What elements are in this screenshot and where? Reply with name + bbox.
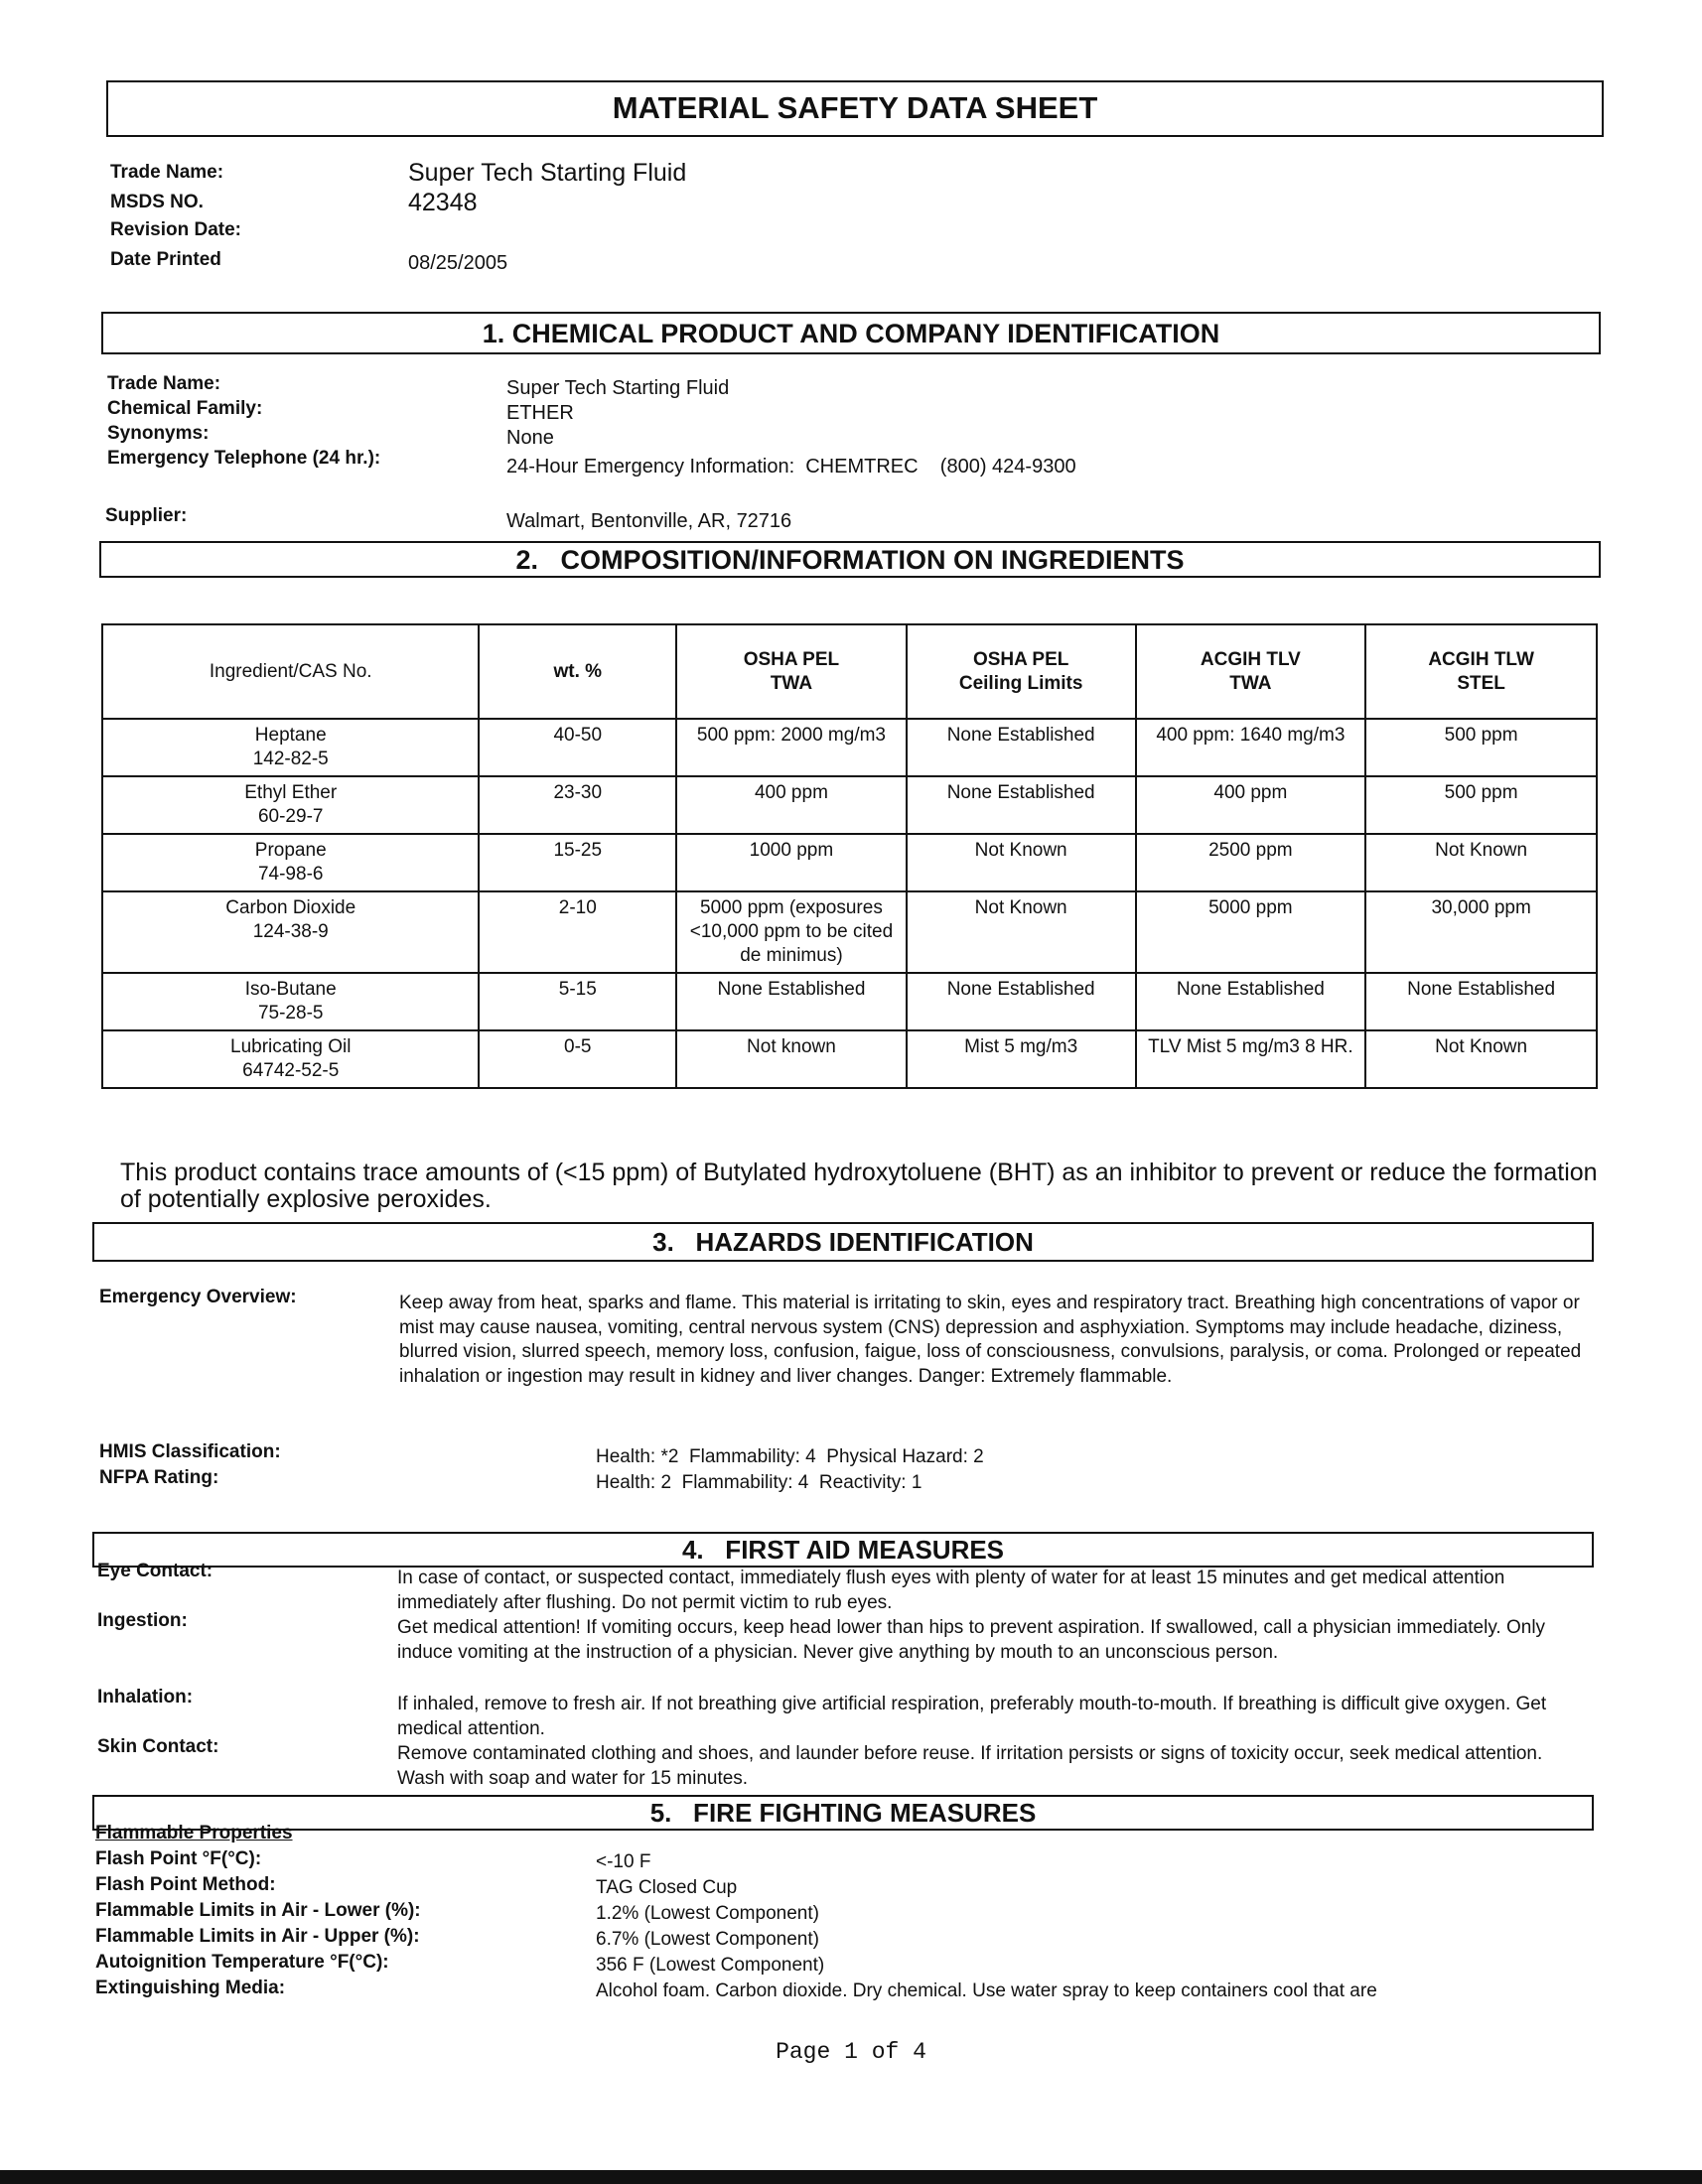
acgih-stel-cell: None Established [1365,973,1597,1030]
hmis-value: Health: *2 Flammability: 4 Physical Hazard: 2 [596,1446,984,1467]
osha-twa-cell: None Established [676,973,907,1030]
section-5-header: 5. FIRE FIGHTING MEASURES [92,1795,1594,1831]
ingredient-name: Lubricating Oil [230,1036,352,1057]
emergency-overview-label: Emergency Overview: [99,1287,297,1307]
ingredient-name: Propane [254,840,327,861]
table-header-row [102,624,1597,719]
wt-cell: 40-50 [479,719,676,776]
ingestion-text: Get medical attention! If vomiting occurs, keep head lower than hips to prevent aspiration. If swallowed, call a physician immediately. Only induce vomiting at the instruction of a physician. Never give anything by mouth to an unconscious person. [397,1617,1546,1663]
field-label: Emergency Telephone (24 hr.): [107,448,381,469]
skin-contact-text: Remove contaminated clothing and shoes, and launder before reuse. If irritation persists or signs of toxicity occur, seek medical attention. Wash with soap and water for 15 minutes. [397,1743,1543,1789]
revision-date-label: Revision Date: [110,219,241,240]
acgih-stel-cell: Not Known [1365,834,1597,891]
table-row [102,891,1597,973]
table-row [102,973,1597,1030]
table-row [102,834,1597,891]
page-number: Page 1 of 4 [776,2039,926,2065]
bht-note: This product contains trace amounts of (<15 ppm) of Butylated hydroxytoluene (BHT) as an inhibitor to prevent or reduce the formation of potentially explosive peroxides. [120,1159,1598,1213]
column-header: Ingredient/CAS No. [102,624,479,719]
wt-cell: 15-25 [479,834,676,891]
cas-number: 64742-52-5 [242,1060,340,1081]
date-printed-value: 08/25/2005 [408,252,508,274]
emergency-overview-text: Keep away from heat, sparks and flame. This material is irritating to skin, eyes and respiratory tract. Breathing high concentrations of vapor or mist may cause nausea, vomiting, central nervous system (CNS) depression and asphyxiation. Symptoms may include headache, diziness, blurred vision, slurred speech, memory loss, confusion, faigue, loss of consciousness, convulsions, paralysis, or coma. Prolonged or repeated inhalation or ingestion may result in kidney and liver changes. Danger: Extremely flammable. [399,1293,1582,1387]
osha-twa-cell: 5000 ppm (exposures <10,000 ppm to be cited de minimus) [676,891,907,973]
fire-property-value: <-10 F [596,1851,651,1872]
ingredient-cell [102,891,479,973]
acgih-twa-cell: 5000 ppm [1136,891,1366,973]
ingredient-cell [102,776,479,834]
ingredient-cell [102,719,479,776]
osha-ceiling-cell: None Established [907,973,1136,1030]
osha-ceiling-cell: None Established [907,776,1136,834]
wt-cell: 2-10 [479,891,676,973]
acgih-stel-cell: 500 ppm [1365,719,1597,776]
osha-twa-cell: 1000 ppm [676,834,907,891]
acgih-stel-cell: 500 ppm [1365,776,1597,834]
fire-property-value: 1.2% (Lowest Component) [596,1903,819,1924]
ingredient-cell [102,834,479,891]
osha-twa-cell: Not known [676,1030,907,1088]
cas-number: 75-28-5 [257,1003,324,1024]
fire-property-label: Flammable Limits in Air - Lower (%): [95,1900,421,1921]
acgih-twa-cell: 2500 ppm [1136,834,1366,891]
skin-contact-label: Skin Contact: [97,1736,219,1757]
table-row [102,719,1597,776]
acgih-stel-cell: 30,000 ppm [1365,891,1597,973]
field-value: ETHER [506,402,574,424]
osha-twa-cell: 400 ppm [676,776,907,834]
field-label: Trade Name: [107,373,221,394]
acgih-twa-cell: 400 ppm [1136,776,1366,834]
ingestion-label: Ingestion: [97,1610,188,1631]
nfpa-label: NFPA Rating: [99,1467,219,1488]
section-1-header: 1. CHEMICAL PRODUCT AND COMPANY IDENTIFICATION [101,312,1601,354]
ingredients-table [101,623,1598,1089]
flammable-properties-heading: Flammable Properties [95,1823,293,1843]
acgih-twa-cell: TLV Mist 5 mg/m3 8 HR. [1136,1030,1366,1088]
fire-property-value: Alcohol foam. Carbon dioxide. Dry chemical. Use water spray to keep containers cool that are [596,1980,1377,2001]
cas-number: 60-29-7 [257,806,324,827]
fire-property-label: Flammable Limits in Air - Upper (%): [95,1926,420,1947]
cas-number: 142-82-5 [252,749,329,769]
trade-name-label: Trade Name: [110,162,224,183]
eye-contact-label: Eye Contact: [97,1561,213,1581]
column-header: ACGIH TLW STEL [1365,624,1597,719]
column-header: OSHA PEL Ceiling Limits [907,624,1136,719]
field-label: Synonyms: [107,423,210,444]
osha-ceiling-cell: Not Known [907,834,1136,891]
acgih-twa-cell: None Established [1136,973,1366,1030]
trade-name-value: Super Tech Starting Fluid [408,159,687,187]
fire-property-value: TAG Closed Cup [596,1877,738,1898]
supplier-label: Supplier: [105,505,188,526]
ingredient-name: Carbon Dioxide [225,897,356,918]
acgih-twa-cell: 400 ppm: 1640 mg/m3 [1136,719,1366,776]
ingredient-cell [102,973,479,1030]
field-value: None [506,427,554,449]
fire-property-label: Flash Point °F(°C): [95,1848,262,1869]
ingredient-name: Iso-Butane [244,979,337,1000]
field-value: 24-Hour Emergency Information: CHEMTREC (800) 424-9300 [506,456,1076,478]
column-header: wt. % [479,624,676,719]
msds-no-value: 42348 [408,189,478,216]
cas-number: 124-38-9 [252,921,329,942]
osha-ceiling-cell: Not Known [907,891,1136,973]
hmis-label: HMIS Classification: [99,1441,281,1462]
table-row [102,776,1597,834]
fire-property-value: 356 F (Lowest Component) [596,1955,825,1976]
column-header: OSHA PEL TWA [676,624,907,719]
date-printed-label: Date Printed [110,249,221,270]
table-row [102,1030,1597,1088]
section-4-header: 4. FIRST AID MEASURES [92,1532,1594,1568]
wt-cell: 23-30 [479,776,676,834]
fire-property-value: 6.7% (Lowest Component) [596,1929,819,1950]
nfpa-value: Health: 2 Flammability: 4 Reactivity: 1 [596,1472,922,1493]
field-value: Super Tech Starting Fluid [506,377,730,399]
ingredient-name: Heptane [254,725,327,746]
osha-ceiling-cell: None Established [907,719,1136,776]
msds-no-label: MSDS NO. [110,192,204,212]
column-header: ACGIH TLV TWA [1136,624,1366,719]
wt-cell: 5-15 [479,973,676,1030]
eye-contact-text: In case of contact, or suspected contact, immediately flush eyes with plenty of water for at least 15 minutes and get medical attention immediately after flushing. Do not permit victim to rub eyes. [397,1568,1505,1613]
ingredient-cell [102,1030,479,1088]
osha-ceiling-cell: Mist 5 mg/m3 [907,1030,1136,1088]
fire-property-label: Flash Point Method: [95,1874,276,1895]
section-2-header: 2. COMPOSITION/INFORMATION ON INGREDIENTS [99,541,1601,578]
ingredient-name: Ethyl Ether [244,782,338,803]
fire-property-label: Autoignition Temperature °F(°C): [95,1952,389,1973]
osha-twa-cell: 500 ppm: 2000 mg/m3 [676,719,907,776]
section-3-header: 3. HAZARDS IDENTIFICATION [92,1222,1594,1262]
acgih-stel-cell: Not Known [1365,1030,1597,1088]
cas-number: 74-98-6 [257,864,324,885]
fire-property-label: Extinguishing Media: [95,1978,286,1998]
field-label: Chemical Family: [107,398,263,419]
scan-edge [0,2170,1702,2184]
document-title: MATERIAL SAFETY DATA SHEET [106,80,1604,137]
inhalation-text: If inhaled, remove to fresh air. If not breathing give artificial respiration, preferably mouth-to-mouth. If breathing is difficult give oxygen. Get medical attention. [397,1694,1547,1739]
supplier-value: Walmart, Bentonville, AR, 72716 [506,510,792,532]
wt-cell: 0-5 [479,1030,676,1088]
inhalation-label: Inhalation: [97,1687,194,1707]
